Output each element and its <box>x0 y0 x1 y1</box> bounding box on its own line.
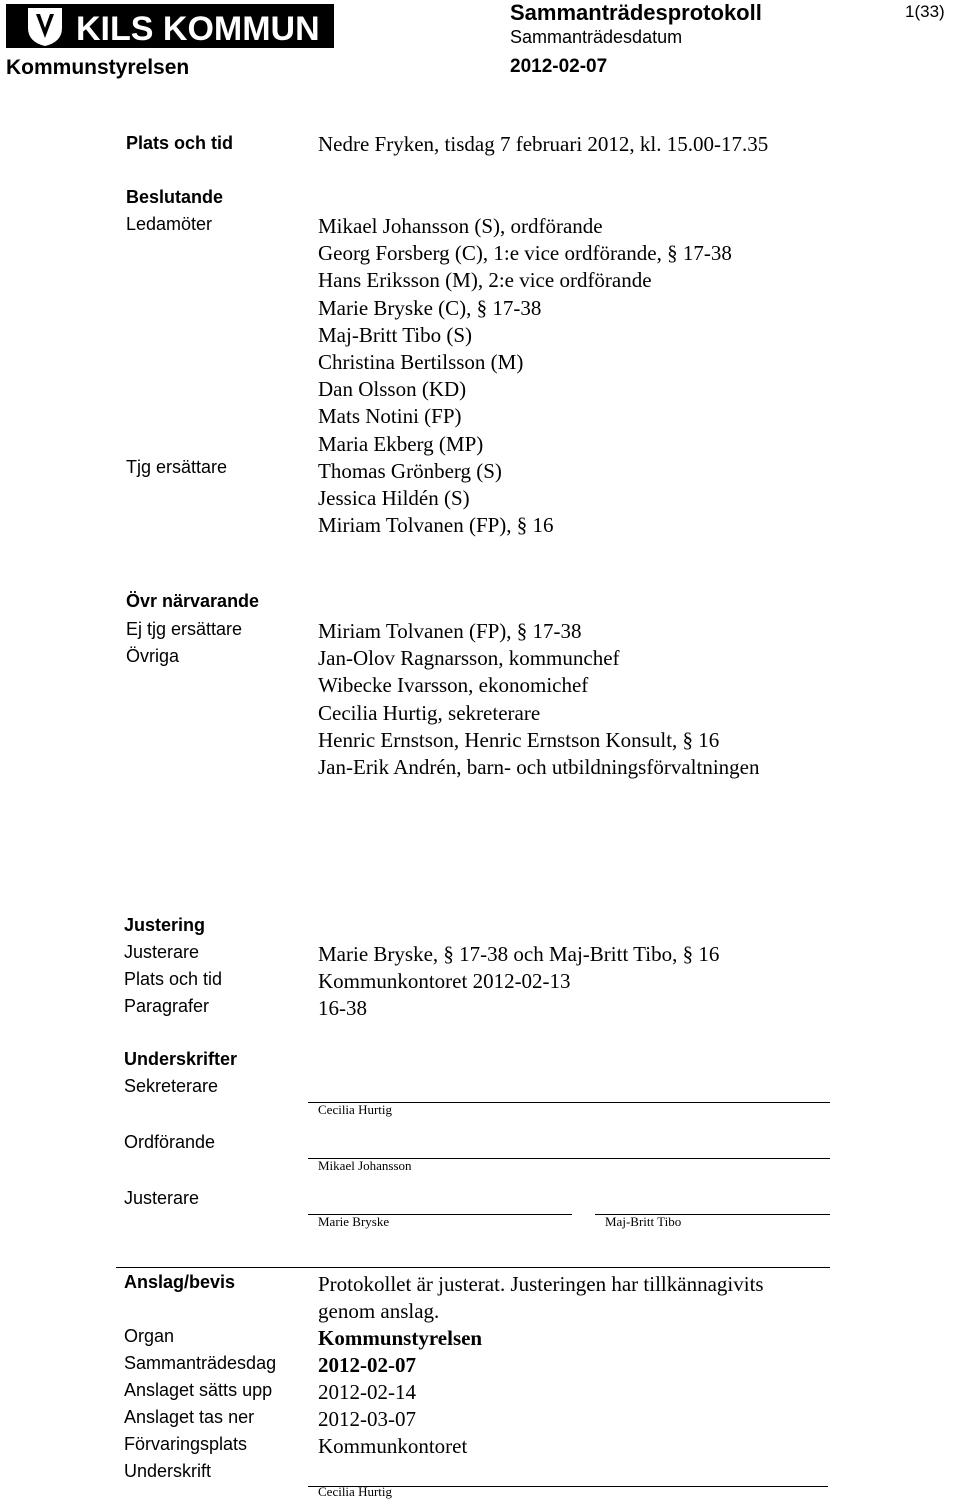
other-item: Jan-Olov Ragnarsson, kommunchef <box>318 646 620 671</box>
organ-value: Kommunstyrelsen <box>318 1326 483 1350</box>
storage-value: Kommunkontoret <box>318 1434 468 1458</box>
adjuster2-name: Maj-Britt Tibo <box>605 1214 682 1229</box>
posted-label: Anslaget sätts upp <box>124 1380 273 1400</box>
committee-name: Kommunstyrelsen <box>6 56 190 79</box>
non-serving-label: Ej tjg ersättare <box>126 619 243 639</box>
adjuster1-name: Marie Bryske <box>318 1214 390 1229</box>
deciding-heading: Beslutande <box>126 187 224 207</box>
members-list <box>318 213 732 539</box>
kils-kommun-logo <box>6 4 334 48</box>
member-item: Maria Ekberg (MP) <box>318 431 484 456</box>
member-item: Hans Eriksson (M), 2:e vice ordförande <box>318 268 652 293</box>
storage-label: Förvaringsplats <box>124 1434 248 1454</box>
meeting-date: 2012-02-07 <box>510 56 608 77</box>
deputies-label: Tjg ersättare <box>126 457 228 477</box>
member-item: Mats Notini (FP) <box>318 404 462 429</box>
member-item: Mikael Johansson (S), ordförande <box>318 214 603 238</box>
notice-text-line: genom anslag. <box>318 1299 440 1324</box>
member-item: Maj-Britt Tibo (S) <box>318 322 473 347</box>
other-item: Jan-Erik Andrén, barn- och utbildningsförvaltningen <box>318 755 760 780</box>
notice-text <box>318 1271 764 1325</box>
deputy-item: Thomas Grönberg (S) <box>318 458 502 483</box>
secretary-label: Sekreterare <box>124 1076 219 1096</box>
deputy-item: Miriam Tolvanen (FP), § 16 <box>318 513 554 538</box>
other-item: Cecilia Hurtig, sekreterare <box>318 700 541 725</box>
other-item: Wibecke Ivarsson, ekonomichef <box>318 673 589 698</box>
logo-text: KILS KOMMUN <box>76 10 320 48</box>
notice-signature-name: Cecilia Hurtig <box>318 1484 393 1499</box>
signature-label: Underskrift <box>124 1461 212 1481</box>
page-number: 1(33) <box>905 2 945 21</box>
member-item: Dan Olsson (KD) <box>318 377 467 402</box>
organ-label: Organ <box>124 1326 175 1346</box>
others-list <box>318 618 759 781</box>
meeting-day-value: 2012-02-07 <box>318 1353 416 1377</box>
removed-value: 2012-03-07 <box>318 1407 416 1431</box>
others-present-heading: Övr närvarande <box>126 591 260 611</box>
chair-label: Ordförande <box>124 1132 216 1152</box>
sign-adjusters-label: Justerare <box>124 1188 200 1208</box>
sections-label: Paragrafer <box>124 996 210 1016</box>
adjust-place-time-value: Kommunkontoret 2012-02-13 <box>318 969 571 993</box>
member-item: Marie Bryske (C), § 17-38 <box>318 295 542 320</box>
meeting-date-label: Sammanträdesdatum <box>510 27 683 47</box>
document-title: Sammanträdesprotokoll <box>510 0 762 25</box>
chair-name: Mikael Johansson <box>318 1158 412 1173</box>
notice-text-line: Protokollet är justerat. Justeringen har tillkännagivits <box>318 1272 764 1296</box>
notice-heading: Anslag/bevis <box>124 1272 236 1292</box>
member-item: Georg Forsberg (C), 1:e vice ordförande, § 17-38 <box>318 241 732 266</box>
deputy-item: Jessica Hildén (S) <box>318 486 470 511</box>
removed-label: Anslaget tas ner <box>124 1407 255 1427</box>
member-item: Christina Bertilsson (M) <box>318 350 524 375</box>
signatures-heading: Underskrifter <box>124 1049 238 1069</box>
notice-divider <box>116 1267 830 1268</box>
adjusters-value: Marie Bryske, § 17-38 och Maj-Britt Tibo, § 16 <box>318 942 720 966</box>
other-item: Henric Ernstson, Henric Ernstson Konsult, § 16 <box>318 727 720 752</box>
members-label: Ledamöter <box>126 214 213 234</box>
adjustment-heading: Justering <box>124 915 206 935</box>
others-label: Övriga <box>126 646 180 666</box>
meeting-day-label: Sammanträdesdag <box>124 1353 277 1373</box>
adjusters-label: Justerare <box>124 942 200 962</box>
non-serving-value: Miriam Tolvanen (FP), § 17-38 <box>318 619 582 643</box>
secretary-name: Cecilia Hurtig <box>318 1102 393 1117</box>
place-time-label: Plats och tid <box>126 133 234 153</box>
place-time-value: Nedre Fryken, tisdag 7 februari 2012, kl. 15.00-17.35 <box>318 132 769 156</box>
adjust-place-time-label: Plats och tid <box>124 969 223 989</box>
posted-value: 2012-02-14 <box>318 1380 416 1404</box>
sections-value: 16-38 <box>318 996 367 1020</box>
